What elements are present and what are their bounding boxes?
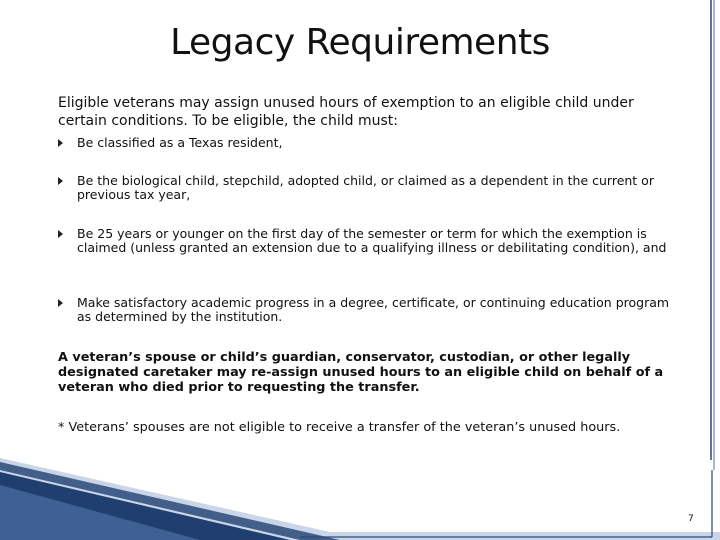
triangle-right-icon (58, 177, 63, 185)
triangle-right-icon (58, 230, 63, 238)
list-item-text: Be classified as a Texas resident, (77, 135, 283, 150)
bold-note: A veteran’s spouse or child’s guardian, conservator, custodian, or other legally designated caretaker may re-assign unused hours to an eligible child on behalf of a veteran who died prior to requesting the transfer. (58, 350, 664, 395)
triangle-right-icon (58, 139, 63, 147)
triangle-right-icon (58, 299, 63, 307)
intro-paragraph: Eligible veterans may assign unused hours of exemption to an eligible child under certain conditions. To be eligible, the child must: (58, 95, 634, 129)
page-title: Legacy Requirements (170, 22, 550, 63)
list-item-text: Be the biological child, stepchild, adopted child, or claimed as a dependent in the current or previous tax year, (77, 173, 654, 202)
footnote: * Veterans’ spouses are not eligible to receive a transfer of the veteran’s unused hours. (58, 420, 621, 435)
list-item-text: Make satisfactory academic progress in a degree, certificate, or continuing education program as determined by the institution. (77, 295, 670, 324)
list-item-text: Be 25 years or younger on the first day of the semester or term for which the exemption is claimed (unless granted an extension due to a qualifying illness or debilitating condition), and (77, 226, 667, 255)
page-number: 7 (688, 514, 694, 524)
